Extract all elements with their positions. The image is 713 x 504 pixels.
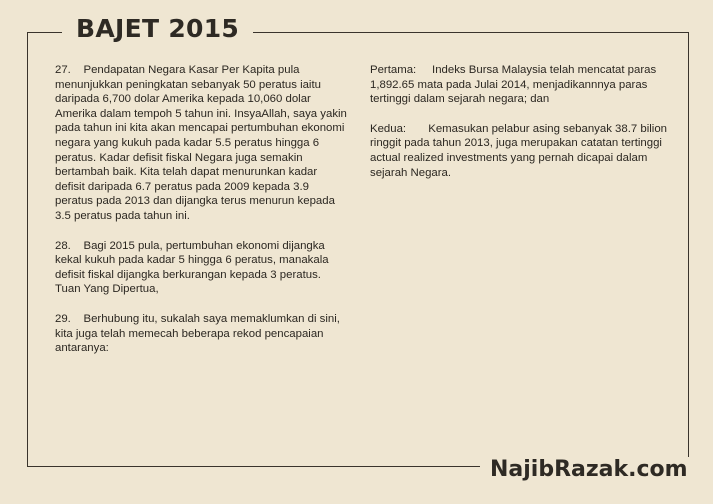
paragraph-28: 28. Bagi 2015 pula, pertumbuhan ekonomi dijangka kekal kukuh pada kadar 5 hingga 6 peratus, manakala defisit fiskal dijangka berkurangan kepada 3 peratus. Tuan Yang Dipertua, — [55, 239, 332, 296]
paragraph-pertama: Pertama: Indeks Bursa Malaysia telah mencatat paras 1,892.65 mata pada Julai 2014, menjadikannnya paras tertinggi dalam sejarah negara; dan — [370, 64, 660, 106]
page-title: BAJET 2015 — [62, 14, 253, 43]
left-column — [55, 63, 351, 371]
right-column — [370, 63, 670, 195]
paragraph-kedua: Kedua: Kemasukan pelabur asing sebanyak 38.7 bilion ringgit pada tahun 2013, juga merupakan catatan tertinggi actual realized investments yang pernah dicapai dalam sejarah Negara. — [370, 122, 671, 179]
paragraph-29: 29. Berhubung itu, sukalah saya memaklumkan di sini, kita juga telah memecah beberapa rekod pencapaian antaranya: — [55, 312, 344, 355]
site-brand: NajibRazak.com — [480, 457, 698, 482]
paragraph-27: 27. Pendapatan Negara Kasar Per Kapita pula menunjukkan peningkatan sebanyak 50 peratus iaitu daripada 6,700 dolar Amerika kepada 10,060 dolar Amerika dalam tempoh 5 tahun ini. InsyaAllah, saya yakin pada tahun ini kita akan mencapai pertumbuhan ekonomi negara yang kukuh pada kadar 5.5 peratus hingga 6 peratus. Kadar defisit fiskal Negara juga semakin bertambah baik. Kita telah dapat menurunkan kadar defisit daripada 6.7 peratus pada 2009 kepada 3.9 peratus pada 2013 dan dijangka terus menurun kepada 3.5 peratus pada tahun ini. — [55, 64, 351, 222]
